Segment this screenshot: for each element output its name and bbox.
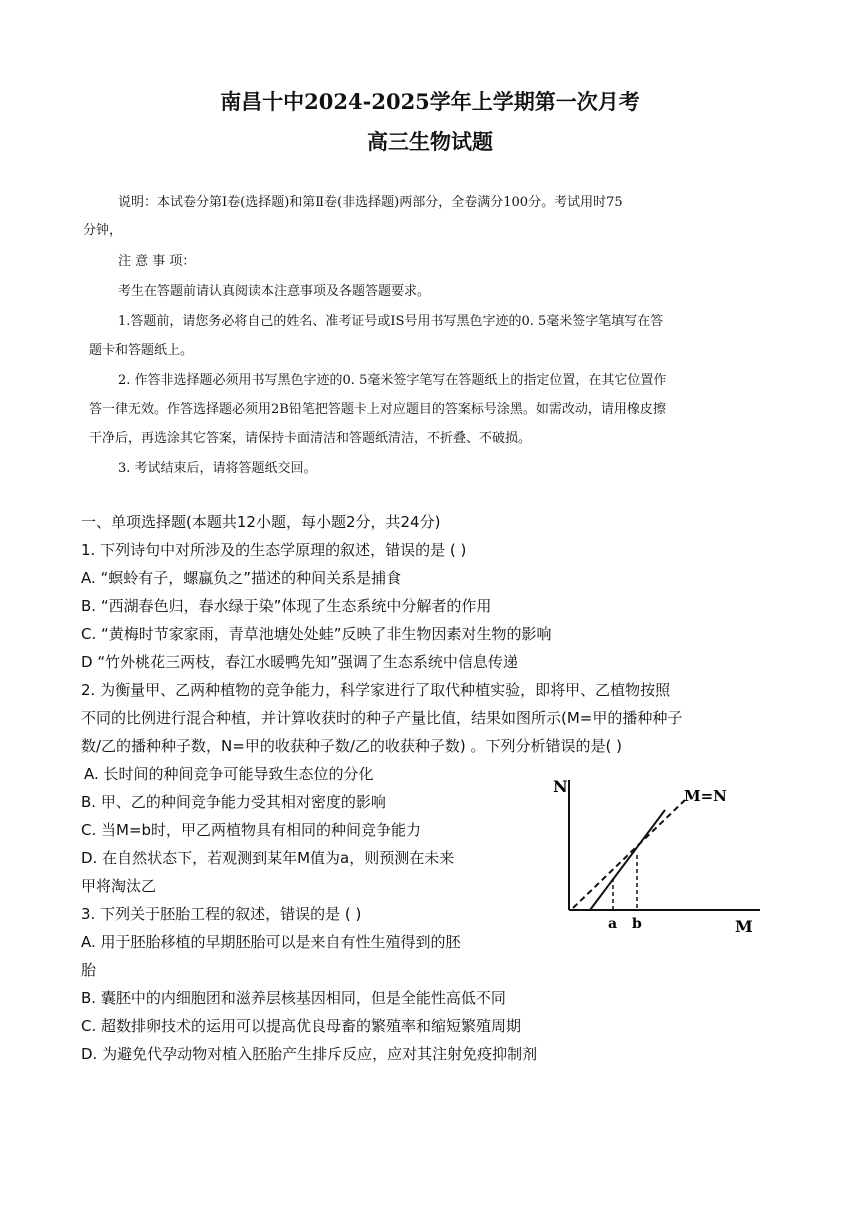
notice-item-3: 3. 考试结束后，请将答题纸交回。 (118, 461, 317, 476)
line-label: M=N (684, 787, 727, 805)
q2-option-b: B. 甲、乙的种间竞争能力受其相对密度的影响 (81, 793, 386, 811)
notice-item-2c: 干净后，再选涂其它答案，请保持卡面清洁和答题纸清洁，不折叠、不破损。 (89, 431, 532, 446)
m-equals-n-line (573, 800, 685, 908)
q2-stem-3: 数/乙的播种种子数，N=甲的收获种子数/乙的收获种子数) 。下列分析错误的是( ) (81, 737, 622, 755)
q1-option-c: C. “黄梅时节家家雨，青草池塘处处蛙”反映了非生物因素对生物的影响 (81, 625, 552, 643)
q1-stem: 1. 下列诗句中对所涉及的生态学原理的叙述，错误的是 ( ) (81, 541, 467, 559)
q2-stem-1: 2. 为衡量甲、乙两种植物的竞争能力，科学家进行了取代种植实验，即将甲、乙植物按照 (81, 681, 671, 699)
q2-option-a: A. 长时间的种间竞争可能导致生态位的分化 (84, 765, 374, 783)
q3-stem: 3. 下列关于胚胎工程的叙述，错误的是 ( ) (81, 905, 362, 923)
q1-option-b: B. “西湖春色归，春水绿于染”体现了生态系统中分解者的作用 (81, 597, 492, 615)
q3-option-a-2: 胎 (81, 961, 97, 979)
notice-item-2b: 答一律无效。作答选择题必须用2B铅笔把答题卡上对应题目的答案标号涂黑。如需改动，请用橡皮擦 (89, 402, 666, 417)
q2-stem-2: 不同的比例进行混合种植，并计算收获时的种子产量比值，结果如图所示(M=甲的播种种子 (81, 709, 683, 727)
tick-b-label: b (632, 916, 642, 932)
exam-subtitle: 高三生物试题 (367, 129, 493, 154)
q2-option-c: C. 当M=b时，甲乙两植物具有相同的种间竞争能力 (81, 821, 422, 839)
q3-option-d: D. 为避免代孕动物对植入胚胎产生排斥反应，应对其注射免疫抑制剂 (81, 1045, 538, 1063)
instructions-line-1: 说明：本试卷分第Ⅰ卷(选择题)和第Ⅱ卷(非选择题)两部分，全卷满分100分。考试用时75 (118, 195, 623, 210)
x-axis-label: M (735, 917, 753, 936)
competition-graph (545, 770, 770, 940)
q3-option-c: C. 超数排卵技术的运用可以提高优良母畜的繁殖率和缩短繁殖周期 (81, 1017, 522, 1035)
notice-title: 注 意 事 项： (118, 254, 196, 269)
q2-option-d-1: D. 在自然状态下，若观测到某年M值为a，则预测在未来 (81, 849, 455, 867)
q3-option-a-1: A. 用于胚胎移植的早期胚胎可以是来自有性生殖得到的胚 (81, 933, 461, 951)
notice-item-1a: 1.答题前，请您务必将自己的姓名、准考证号或IS号用书写黑色字迹的0. 5毫米签字笔填写在答 (118, 314, 664, 329)
tick-a-label: a (608, 916, 618, 932)
notice-item-2a: 2. 作答非选择题必须用书写黑色字迹的0. 5毫米签字笔写在答题纸上的指定位置，在其它位置作 (118, 373, 667, 388)
instructions-line-2: 分钟， (83, 223, 123, 238)
result-line (590, 810, 665, 910)
exam-title: 南昌十中2024-2025学年上学期第一次月考 (220, 89, 640, 114)
q1-option-a: A. “螟蛉有子，螺蠃负之”描述的种间关系是捕食 (81, 569, 402, 587)
notice-intro: 考生在答题前请认真阅读本注意事项及各题答题要求。 (118, 284, 431, 299)
q1-option-d: D “竹外桃花三两枝，春江水暖鸭先知”强调了生态系统中信息传递 (81, 653, 518, 671)
q2-option-d-2: 甲将淘汰乙 (81, 877, 157, 895)
y-axis-label: N (553, 777, 568, 796)
q3-option-b: B. 囊胚中的内细胞团和滋养层核基因相同，但是全能性高低不同 (81, 989, 506, 1007)
section-heading: 一、单项选择题(本题共12小题，每小题2分，共24分) (81, 513, 441, 531)
notice-item-1b: 题卡和答题纸上。 (89, 343, 194, 358)
